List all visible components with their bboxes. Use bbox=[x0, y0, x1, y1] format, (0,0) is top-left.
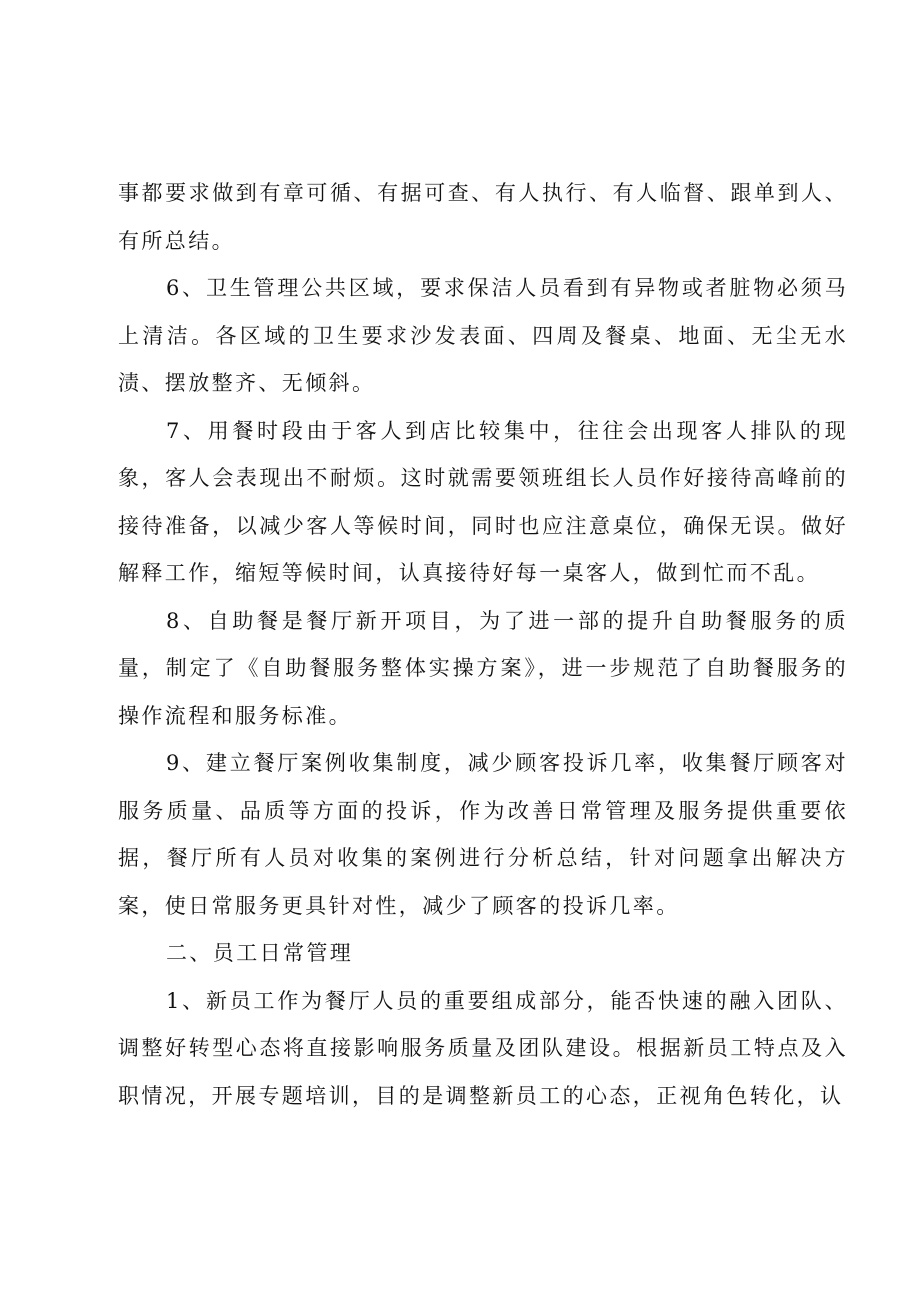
paragraph-continuation: 事都要求做到有章可循、有据可查、有人执行、有人临督、跟单到人、有所总结。 bbox=[118, 181, 848, 253]
paragraph-item-1-new-staff: 1、新员工作为餐厅人员的重要组成部分，能否快速的融入团队、调整好转型心态将直接影响服务质量及团队建设。根据新员工特点及入职情况，开展专题培训，目的是调整新员工的心态，正视角色转化，认 bbox=[118, 988, 848, 1108]
document-body bbox=[118, 170, 848, 1120]
paragraph-item-9-case-collection: 9、建立餐厅案例收集制度，减少顾客投诉几率，收集餐厅顾客对服务质量、品质等方面的投诉，作为改善日常管理及服务提供重要依据，餐厅所有人员对收集的案例进行分析总结，针对问题拿出解决方案，使日常服务更具针对性，减少了顾客的投诉几率。 bbox=[118, 751, 848, 918]
paragraph-item-8-buffet: 8、自助餐是餐厅新开项目，为了进一部的提升自助餐服务的质量，制定了《自助餐服务整体实操方案》，进一步规范了自助餐服务的操作流程和服务标准。 bbox=[118, 608, 848, 728]
paragraph-item-7-dining-peak: 7、用餐时段由于客人到店比较集中，往往会出现客人排队的现象，客人会表现出不耐烦。这时就需要领班组长人员作好接待高峰前的接待准备，以减少客人等候时间，同时也应注意桌位，确保无误。做好解释工作，缩短等候时间，认真接待好每一桌客人，做到忙而不乱。 bbox=[118, 418, 848, 585]
section-heading-staff-management: 二、员工日常管理 bbox=[166, 941, 354, 965]
paragraph-item-6-hygiene: 6、卫生管理公共区域，要求保洁人员看到有异物或者脏物必须马上清洁。各区域的卫生要求沙发表面、四周及餐桌、地面、无尘无水渍、摆放整齐、无倾斜。 bbox=[118, 276, 848, 395]
